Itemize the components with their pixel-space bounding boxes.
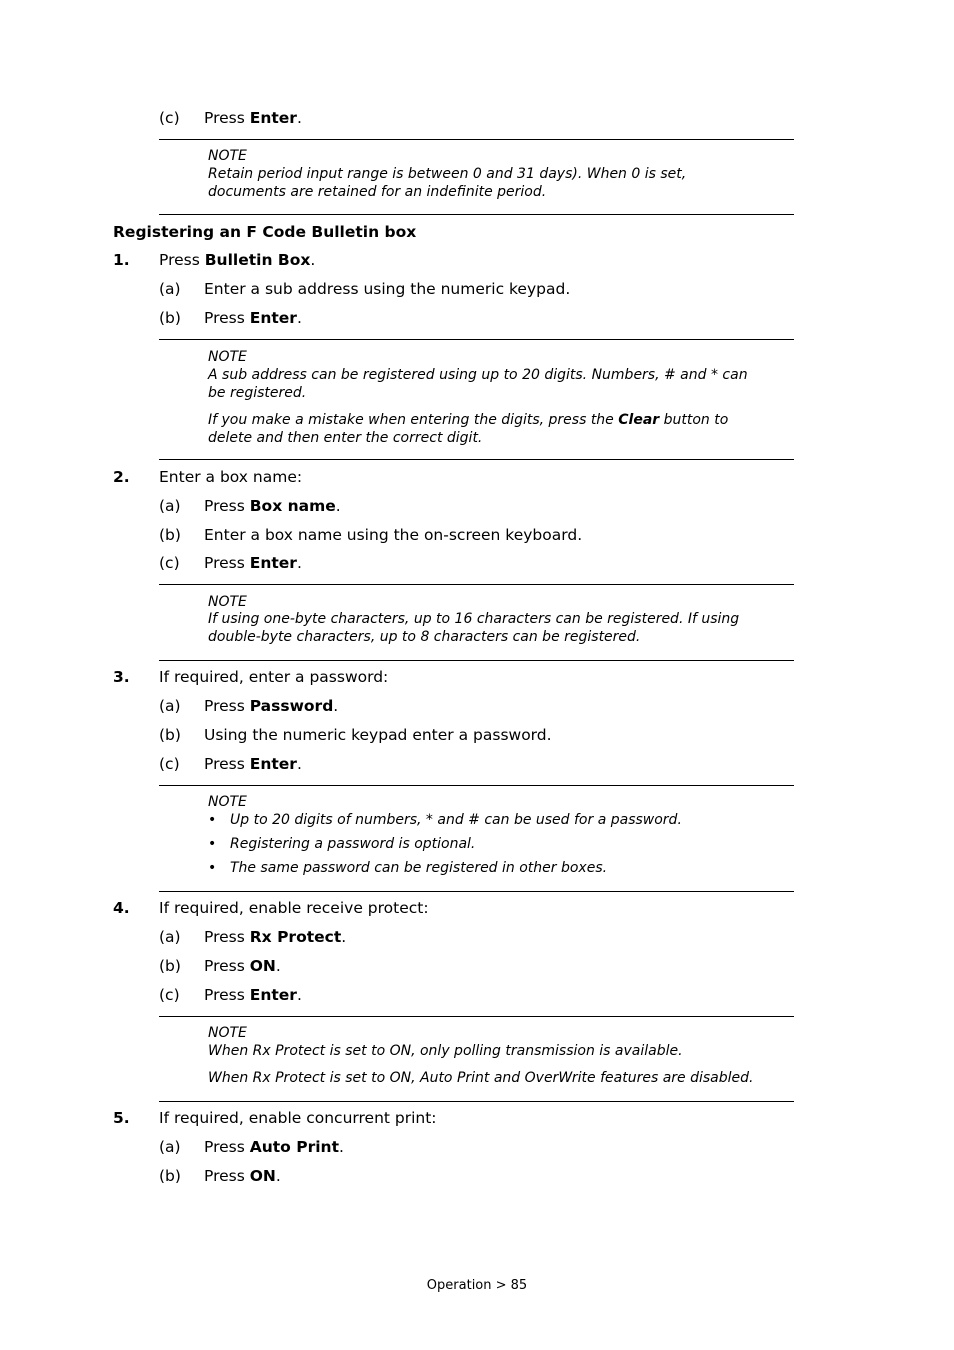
note-text: If using one-byte characters, up to 16 characters can be registered. If using <box>208 611 740 627</box>
substep-text: Press Password. <box>204 697 339 715</box>
note-bottom-rule <box>159 214 794 215</box>
step-number: 3. <box>113 668 130 686</box>
note-text: A sub address can be registered using up to 20 digits. Numbers, # and * can <box>208 367 748 383</box>
note-text: delete and then enter the correct digit. <box>208 430 483 446</box>
note-title: NOTE <box>208 1025 247 1041</box>
substep-text: Press Enter. <box>204 986 302 1004</box>
note-title: NOTE <box>208 794 247 810</box>
note-block <box>208 593 778 646</box>
substep-label: (c) <box>159 755 180 773</box>
step-number: 5. <box>113 1109 130 1127</box>
section-heading: Registering an F Code Bulletin box <box>113 223 417 241</box>
note-bottom-rule <box>159 660 794 661</box>
substep-label: (a) <box>159 280 181 298</box>
substep-text: Enter a sub address using the numeric keypad. <box>204 280 571 298</box>
note-top-rule <box>159 139 794 140</box>
note-text: Retain period input range is between 0 and 31 days). When 0 is set, <box>208 166 687 182</box>
note-bottom-rule <box>159 1101 794 1102</box>
list-item: • The same password can be registered in other boxes. <box>208 860 608 876</box>
substep-label: (c) <box>159 986 180 1004</box>
note-text: When Rx Protect is set to ON, only polling transmission is available. <box>208 1043 683 1059</box>
note-text: be registered. <box>208 385 307 401</box>
note-text: documents are retained for an indefinite period. <box>208 184 547 200</box>
step-text: If required, enable concurrent print: <box>159 1109 437 1127</box>
substep-text: Press Auto Print. <box>204 1138 344 1156</box>
step-text: Press Bulletin Box. <box>159 251 316 269</box>
note-block <box>208 147 778 201</box>
note-top-rule <box>159 785 794 786</box>
substep-text: Press Enter. <box>204 309 302 327</box>
step-number: 2. <box>113 468 130 486</box>
step-number: 4. <box>113 899 130 917</box>
note-top-rule <box>159 1016 794 1017</box>
note-title: NOTE <box>208 148 247 164</box>
substep-text: Press Enter. <box>204 755 302 773</box>
note-top-rule <box>159 584 794 585</box>
note-top-rule <box>159 339 794 340</box>
note-bottom-rule <box>159 459 794 460</box>
note-text: If you make a mistake when entering the digits, press the Clear button to <box>208 412 729 428</box>
bullet-icon: • <box>208 860 217 876</box>
substep-label: (b) <box>159 1167 181 1185</box>
substep-text: Press Box name. <box>204 497 341 515</box>
step-text: Enter a box name: <box>159 468 303 486</box>
note-bullet-list <box>208 811 778 877</box>
note-block <box>208 348 778 447</box>
substep-text: Press Rx Protect. <box>204 928 347 946</box>
step-text: If required, enter a password: <box>159 668 389 686</box>
substep-label: (a) <box>159 1138 181 1156</box>
step-text: If required, enable receive protect: <box>159 899 429 917</box>
note-block <box>208 1024 778 1087</box>
note-text: double-byte characters, up to 8 characters can be registered. <box>208 629 641 645</box>
list-item: • Up to 20 digits of numbers, * and # can be used for a password. <box>208 812 682 828</box>
substep-label: (c) <box>159 109 180 127</box>
bullet-icon: • <box>208 812 217 828</box>
note-title: NOTE <box>208 594 247 610</box>
substep-label: (b) <box>159 726 181 744</box>
substep-text: Enter a box name using the on-screen keyboard. <box>204 526 583 544</box>
substep-label: (a) <box>159 497 181 515</box>
substep-text: Press ON. <box>204 957 281 975</box>
substep-label: (b) <box>159 957 181 975</box>
bullet-icon: • <box>208 836 217 852</box>
step-number: 1. <box>113 251 130 269</box>
substep-text: Press Enter. <box>204 109 302 127</box>
substep-text: Press ON. <box>204 1167 281 1185</box>
page-footer: Operation > 85 <box>426 1278 528 1293</box>
substep-label: (b) <box>159 526 181 544</box>
note-text: When Rx Protect is set to ON, Auto Print and OverWrite features are disabled. <box>208 1070 754 1086</box>
substep-text: Using the numeric keypad enter a password. <box>204 726 552 744</box>
note-block <box>208 793 778 883</box>
list-item: • Registering a password is optional. <box>208 836 476 852</box>
substep-text: Press Enter. <box>204 554 302 572</box>
substep-label: (a) <box>159 697 181 715</box>
substep-label: (b) <box>159 309 181 327</box>
note-title: NOTE <box>208 349 247 365</box>
note-bottom-rule <box>159 891 794 892</box>
substep-label: (c) <box>159 554 180 572</box>
substep-label: (a) <box>159 928 181 946</box>
